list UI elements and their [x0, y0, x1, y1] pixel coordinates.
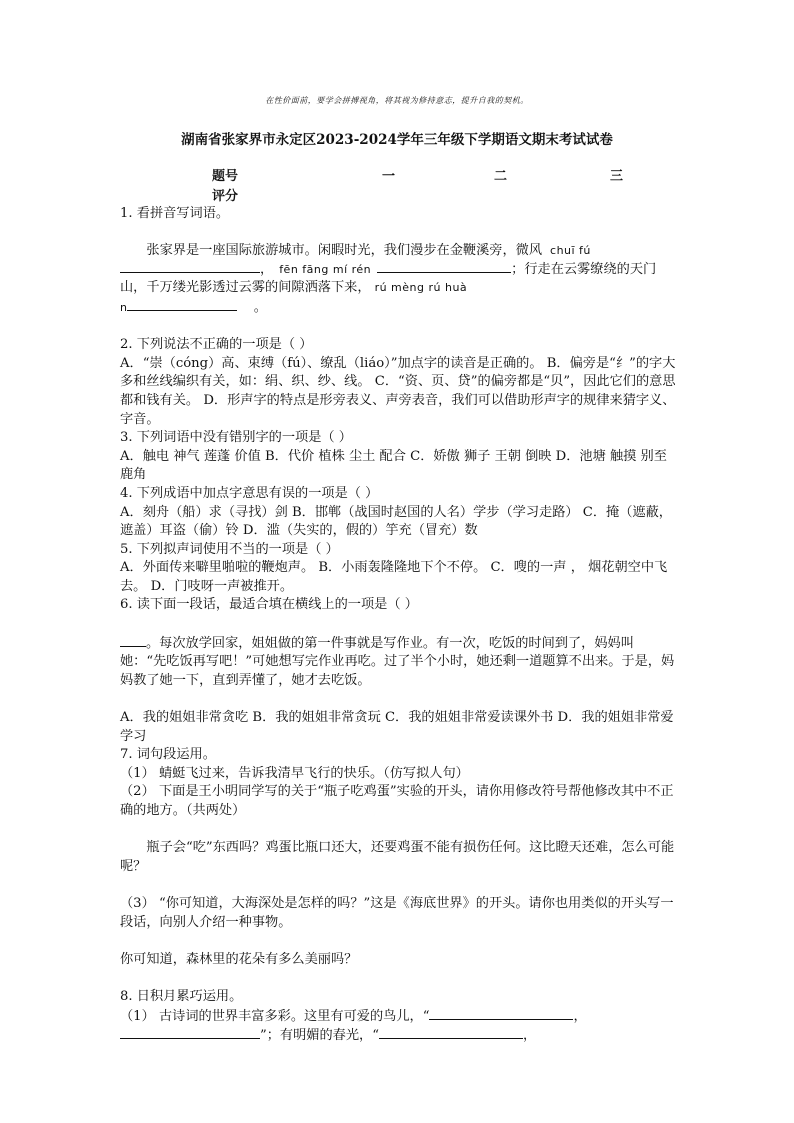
sub-question: （2） 下面是王小明同学写的关于“瓶子吃鸡蛋”实验的开头，请你用修改符号帮他修改其中不正确的地方。（共两处）	[120, 784, 674, 818]
answer-blank[interactable]	[429, 1007, 573, 1020]
question-heading: 6. 读下面一段话，最适合填在横线上的一项是（ ）	[120, 597, 418, 613]
question-paragraph	[120, 260, 676, 298]
score-cell: 评分	[212, 189, 239, 204]
question-heading: 4. 下列成语中加点字意思有误的一项是（ ）	[120, 485, 379, 501]
answer-blank[interactable]	[120, 634, 146, 647]
sub-question: （1） 蜻蜓飞过来，告诉我清早飞行的快乐。（仿写拟人句）	[120, 765, 469, 781]
question-heading: 7. 词句段运用。	[120, 747, 216, 763]
question-passage	[120, 634, 676, 691]
answer-blank[interactable]	[379, 1026, 523, 1039]
sub-question-text: 瓶子会“吃”东西吗？鸡蛋比瓶口还大，还要鸡蛋不能有损伤任何。这比瞪天还难，怎么可能呢？	[120, 840, 675, 874]
text-segment: ；行走在云雾缭绕的天门山，千万缕光影透过云雾的间隙洒落下来，	[120, 261, 657, 296]
text-segment: （1） 古诗词的世界丰富多彩。这里有可爱的鸟儿，“	[120, 1008, 430, 1024]
question-options: A．我的姐姐非常贪吃 B．我的姐姐非常贪玩 C．我的姐姐非常爱读课外书 D．我的姐姐非常爱学习	[120, 710, 674, 744]
text-segment: n	[120, 300, 128, 314]
sub-question	[120, 1007, 676, 1027]
text-segment: 。	[253, 299, 267, 315]
score-cell: 一	[382, 169, 396, 184]
question-options: A．刻舟（船）求（寻找）剑 B．邯郸（战国时赵国的人名）学步（学习走路） C．掩（遮蔽，遮盖）耳盗（偷）铃 D．滥（失实的，假的）竽充（冒充）数	[120, 504, 672, 539]
header-note: 在性价面前，要学会拼搏视角，将其视为修持意志，提升自我的契机。	[265, 96, 529, 105]
question-heading: 2. 下列说法不正确的一项是（ ）	[120, 337, 313, 353]
question-options: A．外面传来噼里啪啦的鞭炮声。 B．小雨轰隆隆地下个不停。 C．嗖的一声 ， 烟花朝空中飞去。 D．门吱呀一声被推开。	[120, 560, 668, 594]
exam-content	[120, 205, 676, 1046]
score-cell: 题号	[212, 169, 239, 184]
score-table	[212, 165, 672, 205]
score-cell: 三	[610, 169, 624, 184]
text-segment: ”；有明媚的春光，“	[260, 1028, 379, 1044]
question-heading: 3. 下列词语中没有错别字的一项是（ ）	[120, 430, 352, 446]
pinyin: rú mèng rú huà	[374, 281, 468, 295]
answer-blank[interactable]	[377, 260, 511, 273]
pinyin: fēn fāng mí rén	[279, 262, 372, 276]
text-segment: ，	[522, 1028, 537, 1044]
answer-blank[interactable]	[120, 1026, 260, 1039]
text-segment: ，	[573, 1008, 587, 1024]
score-cell: 二	[494, 169, 508, 184]
question-heading: 5. 下列拟声词使用不当的一项是（ ）	[120, 541, 339, 557]
text-segment: 。每次放学回家，姐姐做的第一件事就是写作业。有一次，吃饭的时间到了，妈妈叫她：“先吃饭再写吧！”可她想写完作业再吃。过了半个小时，她还剩一道题算不出来。于是，妈妈教了她一下，直到弄懂了，她才去吃饭。	[120, 635, 675, 688]
question-heading: 1. 看拼音写词语。	[120, 206, 230, 221]
sub-question-text: 你可知道，森林里的花朵有多么美丽吗？	[120, 951, 358, 967]
score-row-score	[212, 185, 672, 205]
sub-question: （3） “你可知道，大海深处是怎样的吗？”这是《海底世界》的开头。请你也用类似的开头写一段话，向别人介绍一种事物。	[120, 895, 674, 930]
page-title: 湖南省张家界市永定区2023-2024学年三年级下学期语文期末考试试卷	[181, 132, 613, 148]
text-segment: 张家界是一座国际旅游城市。闲暇时光，我们漫步在金鞭溪旁，微风	[146, 243, 543, 259]
sub-question	[120, 1026, 676, 1046]
question-paragraph	[120, 298, 676, 318]
question-heading: 8. 日积月累巧运用。	[120, 988, 243, 1004]
question-paragraph	[120, 242, 676, 261]
answer-blank[interactable]	[127, 298, 237, 311]
question-options: A．触电 神气 莲蓬 价值 B．代价 植株 尘土 配合 C．娇傲 狮子 王朝 倒映 D．池塘 触摸 别至 鹿角	[120, 448, 667, 483]
question-options: A．“崇（cóng）高、束缚（fú）、缭乱（liáo）”加点字的读音是正确的。 B．偏旁是“纟”的字大多和丝线编织有关，如：绢、织、纱、线。 C．“资、页、贷”的偏旁都是“贝”，因此它们的意思都和钱有关。 D．形声字的特点是形旁表义、声旁表音，我们可以借助形声字的规律来猜字义、字音。	[120, 355, 676, 427]
text-segment: ，	[260, 261, 274, 277]
answer-blank[interactable]	[120, 260, 260, 273]
pinyin: chuī fú	[550, 244, 591, 258]
score-row-header	[212, 165, 672, 185]
